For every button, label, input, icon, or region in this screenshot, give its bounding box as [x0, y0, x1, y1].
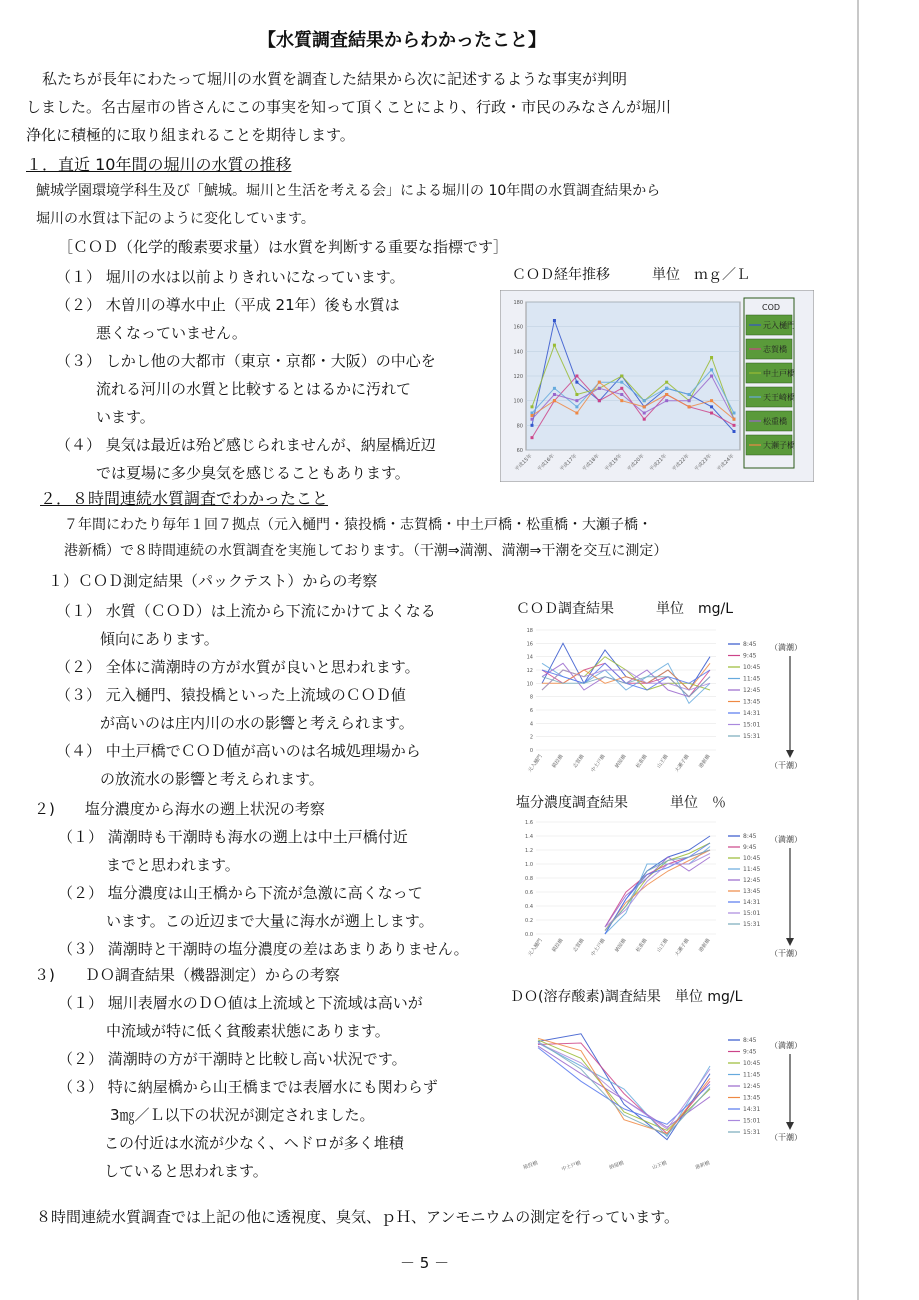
data-point [710, 356, 713, 359]
section1-item: います。 [96, 408, 155, 426]
x-tick-label: 平成21年 [648, 453, 669, 473]
legend-label: 15:31 [743, 733, 761, 740]
sub3-heading: ３) ＤＯ調査結果（機器測定）からの考察 [34, 966, 340, 984]
series-line [542, 657, 710, 690]
x-tick-label: 元入樋門 [527, 937, 544, 958]
x-tick-label: 大瀬子橋 [674, 937, 691, 958]
data-point [733, 424, 736, 427]
cod-trend-chart [500, 290, 814, 482]
section1-heading: １．直近 10年間の堀川の水質の推移 [26, 155, 292, 174]
y-tick-label: 1.2 [525, 848, 533, 854]
legend-title: COD [762, 303, 781, 312]
section1-item: 悪くなっていません。 [96, 324, 247, 342]
data-point [710, 375, 713, 378]
data-point [710, 399, 713, 402]
legend-label: 大瀬子橋 [763, 441, 795, 450]
high-tide-label: （満潮） [770, 643, 802, 652]
data-point [620, 399, 623, 402]
sub2-item: います。この近辺まで大量に海水が遡上します。 [106, 912, 434, 930]
legend-label: 9:45 [743, 844, 757, 851]
sub3-item: 中流域が特に低く貧酸素状態にあります。 [106, 1022, 390, 1040]
y-tick-label: 180 [513, 300, 523, 306]
sub3-item: （２） 満潮時の方が干潮時と比較し高い状況です。 [58, 1050, 407, 1068]
x-tick-label: 山王橋 [656, 753, 670, 770]
x-tick-label: 中土戸橋 [590, 937, 607, 958]
sub2-item: （１） 満潮時も干潮時も海水の遡上は中土戸橋付近 [58, 828, 408, 846]
sub1-item: 傾向にあります。 [100, 630, 219, 648]
sub3-item: この付近は水流が少なく、ヘドロが多く堆積 [104, 1134, 404, 1152]
x-tick-label: 平成20年 [626, 453, 646, 473]
y-tick-label: 80 [516, 423, 523, 430]
series-line [538, 1040, 710, 1131]
legend-label: 10:45 [743, 1060, 761, 1067]
legend-label: 12:45 [743, 1083, 761, 1090]
sub2-heading: ２) 塩分濃度から海水の遡上状況の考察 [34, 800, 325, 818]
section1-item: （４） 臭気は最近は殆ど感じられませんが、納屋橋近辺 [56, 436, 436, 454]
page-edge-line [857, 0, 859, 1300]
intro-line: 浄化に積極的に取り組まれることを期待します。 [26, 126, 355, 144]
data-point [620, 381, 623, 384]
series-line [542, 663, 710, 690]
x-tick-label: 山王橋 [656, 937, 670, 954]
legend-label: 8:45 [743, 833, 757, 840]
legend-label: 11:45 [743, 1071, 761, 1079]
x-tick-label: 平成16年 [536, 453, 556, 473]
sub1-item: （４） 中土戸橋でＣＯＤ値が高いのは名城処理場から [56, 742, 421, 760]
data-point [598, 387, 601, 390]
x-tick-label: 志賀橋 [572, 937, 586, 954]
sub1-item: （３） 元入樋門、猿投橋といった上流域のＣＯＤ値 [56, 686, 406, 704]
y-tick-label: 4 [529, 721, 533, 728]
data-point [598, 399, 601, 402]
x-tick-label: 納屋橋 [614, 753, 628, 770]
series-line [542, 670, 710, 690]
data-point [733, 418, 736, 421]
sub3-item: （１） 堀川表層水のＤＯ値は上流域と下流域は高いが [58, 994, 423, 1012]
legend-label: 15:01 [743, 721, 761, 729]
do-chart [506, 1010, 810, 1190]
legend-label: 13:45 [743, 1094, 761, 1102]
x-tick-label: 平成23年 [693, 453, 713, 473]
data-point [620, 393, 623, 396]
y-tick-label: 0.0 [525, 932, 533, 938]
data-point [643, 412, 646, 415]
legend-label: 9:45 [743, 1048, 757, 1056]
legend-label: 松重橋 [763, 417, 787, 426]
x-tick-label: 港新橋 [698, 753, 712, 770]
legend-label: 8:45 [743, 1037, 757, 1044]
y-tick-label: 100 [513, 398, 523, 405]
page-number: － 5 － [400, 1254, 450, 1272]
sub3-item: （３） 特に納屋橋から山王橋までは表層水にも関わらず [58, 1078, 438, 1096]
legend-label: 15:01 [743, 1117, 761, 1125]
y-tick-label: 0 [529, 748, 533, 754]
section1-item: （２） 木曽川の導水中止（平成 21年）後も水質は [56, 296, 400, 314]
legend-label: 13:45 [743, 698, 761, 706]
series-line [542, 663, 710, 696]
low-tide-label: （干潮） [770, 949, 802, 958]
x-tick-label: 猿投橋 [551, 937, 565, 954]
data-point [575, 405, 578, 408]
cod-survey-chart [506, 622, 810, 784]
x-tick-label: 山王橋 [651, 1160, 668, 1172]
data-point [643, 418, 646, 421]
series-line [538, 1034, 710, 1140]
data-point [643, 399, 646, 402]
page-title: 【水質調査結果からわかったこと】 [258, 30, 546, 51]
x-tick-label: 港新橋 [694, 1160, 711, 1172]
x-tick-label: 松重橋 [635, 753, 649, 770]
data-point [643, 405, 646, 408]
data-point [733, 430, 736, 433]
data-point [620, 375, 623, 378]
data-point [665, 387, 668, 390]
legend-label: 10:45 [743, 855, 761, 862]
legend-label: 天王崎橋 [763, 393, 795, 402]
sub2-item: までと思われます。 [106, 856, 240, 874]
data-point [531, 424, 534, 427]
data-point [575, 412, 578, 415]
sub3-item: 3㎎／Ｌ以下の状況が測定されました。 [110, 1106, 375, 1124]
legend-label: 11:45 [743, 866, 761, 873]
x-tick-label: 中土戸橋 [590, 753, 607, 774]
x-tick-label: 松重橋 [635, 937, 649, 954]
x-tick-label: 中土戸橋 [560, 1160, 582, 1173]
data-point [531, 436, 534, 439]
sub1-heading: １）ＣＯＤ測定結果（パックテスト）からの考察 [48, 572, 378, 590]
section1-item: 流れる河川の水質と比較するとはるかに汚れて [96, 380, 412, 398]
section1-note: ［ＣＯＤ（化学的酸素要求量）は水質を判断する重要な指標です］ [58, 238, 509, 256]
y-tick-label: 1.0 [525, 862, 533, 868]
sub1-item: （１） 水質（ＣＯＤ）は上流から下流にかけてよくなる [56, 602, 436, 620]
data-point [575, 399, 578, 402]
chart2-title: ＣＯＤ調査結果 単位 mg/L [516, 601, 734, 617]
y-tick-label: 18 [526, 628, 533, 634]
legend-label: 14:31 [743, 710, 761, 717]
sub2-item: （３） 満潮時と干潮時の塩分濃度の差はあまりありません。 [58, 940, 469, 958]
legend-label: 12:45 [743, 877, 761, 884]
x-tick-label: 平成17年 [558, 453, 579, 473]
chart1-title: ＣＯＤ経年推移 単位 ｍｇ／Ｌ [512, 267, 750, 283]
y-tick-label: 1.6 [525, 820, 533, 826]
x-tick-label: 平成19年 [603, 453, 624, 473]
y-tick-label: 0.6 [525, 890, 533, 896]
series-line [538, 1042, 710, 1136]
series-line [542, 677, 710, 697]
legend-label: 志賀橋 [763, 345, 787, 354]
data-point [553, 319, 556, 322]
data-point [598, 381, 601, 384]
data-point [665, 381, 668, 384]
y-tick-label: 8 [529, 694, 533, 701]
intro-line: しました。名古屋市の皆さんにこの事実を知って頂くことにより、行政・市民のみなさんが堀川 [26, 98, 672, 116]
sub3-item: していると思われます。 [104, 1162, 268, 1180]
data-point [553, 344, 556, 347]
legend-label: 13:45 [743, 888, 761, 895]
legend-label: 15:31 [743, 1129, 761, 1136]
sub1-item: （２） 全体に満潮時の方が水質が良いと思われます。 [56, 658, 420, 676]
data-point [688, 399, 691, 402]
y-tick-label: 0.4 [525, 904, 533, 910]
x-tick-label: 元入樋門 [527, 753, 544, 774]
y-tick-label: 140 [513, 349, 523, 356]
sub2-item: （２） 塩分濃度は山王橋から下流が急激に高くなって [58, 884, 423, 902]
y-tick-label: 6 [529, 708, 533, 714]
x-tick-label: 納屋橋 [614, 937, 628, 954]
salinity-chart [506, 816, 810, 966]
legend-label: 8:45 [743, 641, 757, 648]
chart3-title: 塩分濃度調査結果 単位 ％ [516, 795, 726, 811]
legend-label: 11:45 [743, 675, 761, 683]
data-point [531, 405, 534, 408]
y-tick-label: 120 [513, 374, 523, 380]
y-tick-label: 14 [526, 654, 533, 661]
data-point [733, 412, 736, 415]
data-point [688, 393, 691, 396]
data-point [575, 393, 578, 396]
legend-label: 10:45 [743, 664, 761, 671]
section2-paragraph: ７年間にわたり毎年１回７拠点（元入樋門・猿投橋・志賀橋・中土戸橋・松重橋・大瀬子橋・ [64, 517, 652, 533]
high-tide-label: （満潮） [770, 835, 802, 844]
section1-paragraph: 鯱城学園環境学科生及び「鯱城。堀川と生活を考える会」による堀川の 10年間の水質調査結果から [36, 183, 661, 199]
x-tick-label: 平成15年 [514, 453, 534, 473]
y-tick-label: 16 [526, 641, 533, 648]
data-point [531, 418, 534, 421]
footer-text: ８時間連続水質調査では上記の他に透視度、臭気、ｐＨ、アンモニウムの測定を行っています。 [36, 1208, 680, 1226]
y-tick-label: 1.4 [525, 834, 533, 840]
section1-item: では夏場に多少臭気を感じることもあります。 [96, 464, 410, 482]
data-point [710, 412, 713, 415]
data-point [665, 399, 668, 402]
data-point [553, 399, 556, 402]
legend-label: 12:45 [743, 687, 761, 694]
x-tick-label: 納屋橋 [608, 1160, 625, 1172]
legend-label: 15:31 [743, 921, 761, 928]
data-point [531, 414, 534, 417]
y-tick-label: 10 [526, 681, 533, 688]
series-line [538, 1038, 710, 1133]
x-tick-label: 猿投橋 [551, 753, 565, 770]
y-tick-label: 60 [516, 448, 523, 454]
data-point [553, 387, 556, 390]
series-line [605, 843, 710, 934]
data-point [665, 393, 668, 396]
low-tide-label: （干潮） [770, 761, 802, 770]
x-tick-label: 猿投橋 [522, 1160, 539, 1172]
series-line [605, 843, 710, 931]
x-tick-label: 平成24年 [716, 453, 736, 473]
y-tick-label: 0.2 [525, 918, 533, 924]
data-point [710, 368, 713, 371]
y-tick-label: 12 [526, 668, 533, 674]
legend-label: 9:45 [743, 652, 757, 660]
sub1-item: の放流水の影響と考えられます。 [100, 770, 324, 788]
sub1-item: が高いのは庄内川の水の影響と考えられます。 [100, 714, 414, 732]
legend-label: 中土戸橋 [763, 369, 795, 378]
data-point [575, 381, 578, 384]
tide-arrowhead [786, 1122, 794, 1130]
low-tide-label: （干潮） [770, 1133, 802, 1142]
y-tick-label: 2 [529, 734, 533, 741]
series-line [605, 847, 710, 935]
y-tick-label: 0.8 [525, 876, 533, 882]
series-line [538, 1043, 710, 1137]
data-point [620, 387, 623, 390]
legend-label: 元入樋門 [763, 321, 795, 330]
data-point [688, 405, 691, 408]
data-point [710, 405, 713, 408]
legend-label: 15:01 [743, 910, 761, 917]
legend-label: 14:31 [743, 1106, 761, 1113]
section1-item: （１） 堀川の水は以前よりきれいになっています。 [56, 268, 405, 286]
tide-arrowhead [786, 750, 794, 758]
high-tide-label: （満潮） [770, 1041, 802, 1050]
section2-heading: ２．８時間連続水質調査でわかったこと [40, 489, 329, 508]
section1-paragraph: 堀川の水質は下記のように変化しています。 [36, 211, 315, 227]
x-tick-label: 志賀橋 [572, 753, 586, 770]
x-tick-label: 大瀬子橋 [674, 753, 691, 774]
data-point [553, 393, 556, 396]
section2-paragraph: 港新橋）で８時間連続の水質調査を実施しております。（干潮⇒満潮、満潮⇒干潮を交互に測定） [64, 543, 668, 559]
section1-item: （３） しかし他の大都市（東京・京都・大阪）の中心を [56, 352, 436, 370]
x-tick-label: 平成18年 [581, 453, 601, 473]
intro-line: 私たちが長年にわたって堀川の水質を調査した結果から次に記述するような事実が判明 [42, 70, 628, 88]
legend-label: 14:31 [743, 899, 761, 906]
y-tick-label: 160 [513, 324, 523, 331]
data-point [575, 375, 578, 378]
x-tick-label: 平成22年 [671, 453, 691, 473]
chart4-title: ＤＯ(溶存酸素)調査結果 単位 mg/L [510, 989, 743, 1005]
tide-arrowhead [786, 938, 794, 946]
x-tick-label: 港新橋 [698, 937, 712, 954]
